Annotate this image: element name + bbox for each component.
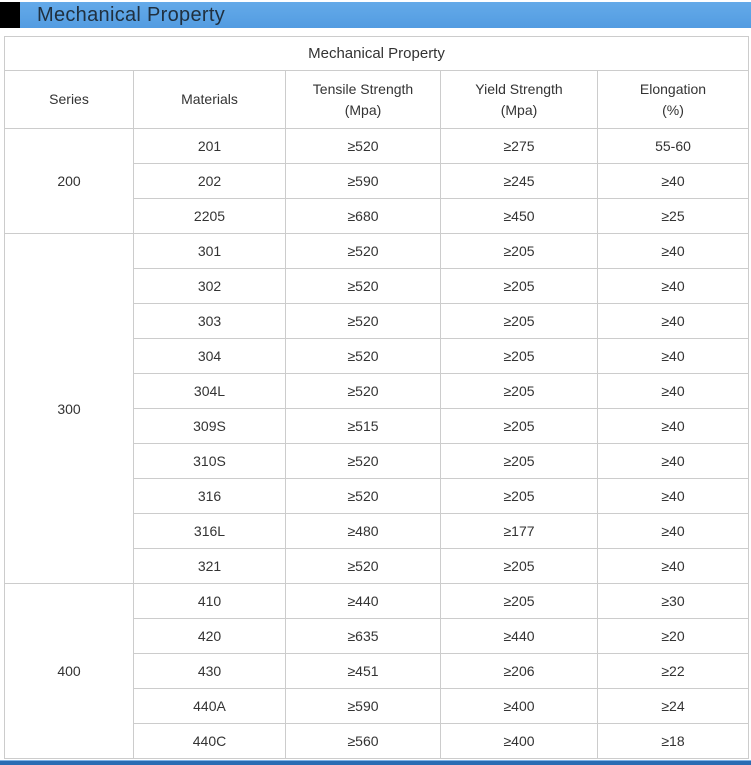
material-cell: 440C: [134, 724, 286, 759]
elongation-cell: ≥40: [598, 269, 749, 304]
column-header-label: Yield Strength: [475, 80, 563, 97]
elongation-cell: ≥40: [598, 164, 749, 199]
elongation-cell: ≥18: [598, 724, 749, 759]
elongation-cell: ≥40: [598, 549, 749, 584]
column-header-label: Materials: [181, 91, 238, 107]
column-header-yield-strength: [441, 71, 598, 129]
elongation-cell: ≥40: [598, 409, 749, 444]
tensile-cell: ≥520: [286, 374, 441, 409]
series-cell: 300: [5, 234, 134, 584]
series-cell: 400: [5, 584, 134, 759]
elongation-cell: 55-60: [598, 129, 749, 164]
material-cell: 420: [134, 619, 286, 654]
yield-cell: ≥177: [441, 514, 598, 549]
material-cell: 440A: [134, 689, 286, 724]
elongation-cell: ≥40: [598, 444, 749, 479]
column-header-tensile-strength: [286, 71, 441, 129]
mechanical-property-table: [4, 36, 749, 759]
tensile-cell: ≥515: [286, 409, 441, 444]
material-cell: 202: [134, 164, 286, 199]
tensile-cell: ≥520: [286, 234, 441, 269]
elongation-cell: ≥40: [598, 514, 749, 549]
yield-cell: ≥205: [441, 234, 598, 269]
material-cell: 303: [134, 304, 286, 339]
elongation-cell: ≥40: [598, 479, 749, 514]
material-cell: 410: [134, 584, 286, 619]
elongation-cell: ≥25: [598, 199, 749, 234]
tensile-cell: ≥520: [286, 444, 441, 479]
column-header-row: [5, 71, 749, 129]
series-cell: 200: [5, 129, 134, 234]
material-cell: 310S: [134, 444, 286, 479]
page-title: Mechanical Property: [37, 3, 226, 26]
yield-cell: ≥450: [441, 199, 598, 234]
column-header-label: Tensile Strength: [312, 80, 414, 97]
tensile-cell: ≥520: [286, 304, 441, 339]
material-cell: 316L: [134, 514, 286, 549]
table-row: [5, 584, 749, 619]
table-title-row: [5, 37, 749, 71]
yield-cell: ≥245: [441, 164, 598, 199]
yield-cell: ≥205: [441, 304, 598, 339]
column-header-label: Elongation: [639, 80, 707, 97]
elongation-cell: ≥40: [598, 234, 749, 269]
material-cell: 201: [134, 129, 286, 164]
table-row: [5, 234, 749, 269]
tensile-cell: ≥451: [286, 654, 441, 689]
page-header: [0, 2, 751, 28]
tensile-cell: ≥520: [286, 129, 441, 164]
header-accent-square: [0, 2, 20, 28]
header-title-bar: [20, 2, 751, 28]
table-row: [5, 129, 749, 164]
table-title: Mechanical Property: [5, 37, 749, 71]
elongation-cell: ≥30: [598, 584, 749, 619]
elongation-cell: ≥22: [598, 654, 749, 689]
material-cell: 304: [134, 339, 286, 374]
elongation-cell: ≥24: [598, 689, 749, 724]
yield-cell: ≥205: [441, 479, 598, 514]
elongation-cell: ≥40: [598, 304, 749, 339]
yield-cell: ≥205: [441, 584, 598, 619]
yield-cell: ≥205: [441, 549, 598, 584]
tensile-cell: ≥560: [286, 724, 441, 759]
material-cell: 316: [134, 479, 286, 514]
yield-cell: ≥205: [441, 269, 598, 304]
material-cell: 304L: [134, 374, 286, 409]
yield-cell: ≥205: [441, 374, 598, 409]
tensile-cell: ≥520: [286, 269, 441, 304]
column-header-series: [5, 71, 134, 129]
column-header-label: Series: [49, 91, 89, 107]
material-cell: 2205: [134, 199, 286, 234]
tensile-cell: ≥520: [286, 339, 441, 374]
tensile-cell: ≥480: [286, 514, 441, 549]
yield-cell: ≥206: [441, 654, 598, 689]
yield-cell: ≥205: [441, 409, 598, 444]
elongation-cell: ≥40: [598, 374, 749, 409]
material-cell: 309S: [134, 409, 286, 444]
column-header-unit: (Mpa): [344, 101, 382, 118]
material-cell: 301: [134, 234, 286, 269]
tensile-cell: ≥520: [286, 549, 441, 584]
yield-cell: ≥275: [441, 129, 598, 164]
yield-cell: ≥205: [441, 339, 598, 374]
column-header-elongation: [598, 71, 749, 129]
tensile-cell: ≥635: [286, 619, 441, 654]
tensile-cell: ≥440: [286, 584, 441, 619]
material-cell: 321: [134, 549, 286, 584]
column-header-materials: [134, 71, 286, 129]
column-header-unit: (%): [662, 101, 684, 118]
tensile-cell: ≥680: [286, 199, 441, 234]
column-header-unit: (Mpa): [500, 101, 538, 118]
yield-cell: ≥440: [441, 619, 598, 654]
yield-cell: ≥400: [441, 689, 598, 724]
elongation-cell: ≥40: [598, 339, 749, 374]
yield-cell: ≥205: [441, 444, 598, 479]
material-cell: 430: [134, 654, 286, 689]
tensile-cell: ≥590: [286, 164, 441, 199]
yield-cell: ≥400: [441, 724, 598, 759]
material-cell: 302: [134, 269, 286, 304]
elongation-cell: ≥20: [598, 619, 749, 654]
tensile-cell: ≥590: [286, 689, 441, 724]
tensile-cell: ≥520: [286, 479, 441, 514]
